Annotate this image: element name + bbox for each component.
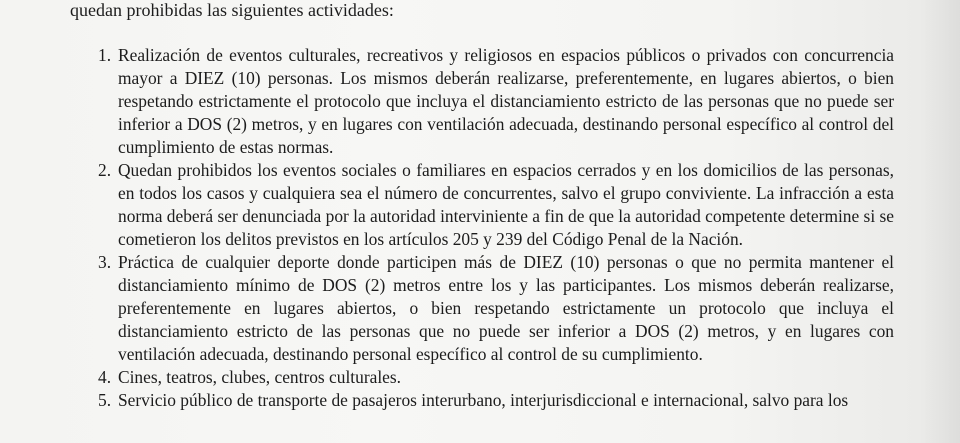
list-item — [98, 159, 894, 251]
list-item-number: 4. — [98, 367, 112, 387]
list-item-text: Cines, teatros, clubes, centros culturales. — [118, 367, 401, 387]
intro-text: quedan prohibidas las siguientes actividades: — [70, 0, 394, 20]
activities-list — [98, 44, 894, 412]
list-item-number: 5. — [98, 390, 112, 410]
list-item-text: Servicio público de transporte de pasajeros interurbano, interjurisdiccional e internacional, salvo para los — [118, 390, 849, 410]
list-item-text: Quedan prohibidos los eventos sociales o familiares en espacios cerrados y en los domicilios de las personas, en todos los casos y cualquiera sea el número de concurrentes, salvo el grupo conviviente. La infracción a esta norma deberá ser denunciada por la autoridad interviniente a fin de que la autoridad competente determine si se cometieron los delitos previstos en los artículos 205 y 239 del Código Penal de la Nación. — [118, 160, 894, 249]
page-edge-shadow — [920, 0, 960, 443]
list-item-number: 3. — [98, 252, 112, 272]
list-item — [98, 44, 894, 159]
list-item-text: Práctica de cualquier deporte donde participen más de DIEZ (10) personas o que no permita mantener el distanciamiento mínimo de DOS (2) metros entre los y las participantes. Los mismos deberán realizarse, preferentemente en lugares abiertos, o bien respetando estrictamente un protocolo que incluya el distanciamiento estricto de las personas que no puede ser inferior a DOS (2) metros, y en lugares con ventilación adecuada, destinando personal específico al control de su cumplimiento. — [118, 252, 894, 364]
list-item — [98, 389, 894, 412]
list-item — [98, 366, 894, 389]
list-item-number: 1. — [98, 45, 112, 65]
list-item — [98, 251, 894, 366]
list-item-text: Realización de eventos culturales, recreativos y religiosos en espacios públicos o privados con concurrencia mayor a DIEZ (10) personas. Los mismos deberán realizarse, preferentemente, en lugares abiertos, o bien respetando estrictamente el protocolo que incluya el distanciamiento estricto de las personas que no puede ser inferior a DOS (2) metros, y en lugares con ventilación adecuada, destinando personal específico al control del cumplimiento de estas normas. — [118, 45, 894, 157]
list-item-number: 2. — [98, 160, 112, 180]
